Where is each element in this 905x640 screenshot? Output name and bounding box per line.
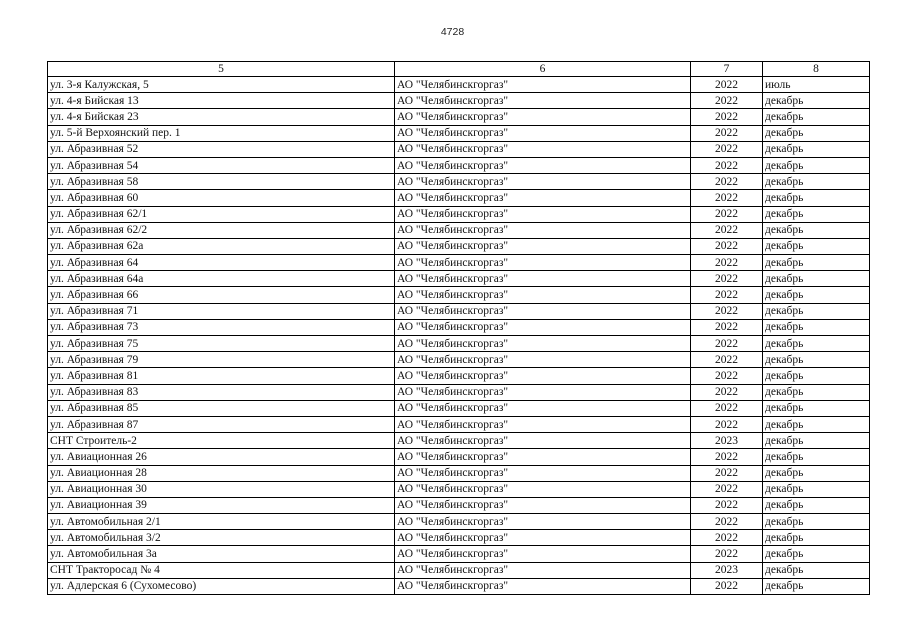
cell-month: декабрь	[763, 303, 870, 319]
table-row	[48, 141, 870, 157]
cell-year: 2022	[691, 174, 763, 190]
table-row	[48, 255, 870, 271]
cell-year: 2022	[691, 465, 763, 481]
cell-organization: АО "Челябинскгоргаз"	[395, 255, 691, 271]
cell-organization: АО "Челябинскгоргаз"	[395, 336, 691, 352]
cell-month: декабрь	[763, 336, 870, 352]
table-row	[48, 271, 870, 287]
cell-organization: АО "Челябинскгоргаз"	[395, 190, 691, 206]
cell-address: ул. Абразивная 83	[48, 384, 395, 400]
cell-organization: АО "Челябинскгоргаз"	[395, 497, 691, 513]
cell-month: декабрь	[763, 125, 870, 141]
cell-address: ул. Абразивная 54	[48, 157, 395, 173]
table-row	[48, 206, 870, 222]
cell-month: декабрь	[763, 465, 870, 481]
cell-month: декабрь	[763, 368, 870, 384]
cell-organization: АО "Челябинскгоргаз"	[395, 109, 691, 125]
cell-year: 2022	[691, 578, 763, 594]
table-body	[48, 77, 870, 595]
register-table	[47, 61, 870, 595]
cell-month: декабрь	[763, 497, 870, 513]
cell-address: ул. Абразивная 85	[48, 400, 395, 416]
cell-organization: АО "Челябинскгоргаз"	[395, 303, 691, 319]
cell-month: декабрь	[763, 416, 870, 432]
table-row	[48, 416, 870, 432]
cell-organization: АО "Челябинскгоргаз"	[395, 562, 691, 578]
cell-address: СНТ Тракторосад № 4	[48, 562, 395, 578]
table-row	[48, 352, 870, 368]
cell-organization: АО "Челябинскгоргаз"	[395, 384, 691, 400]
table-row	[48, 530, 870, 546]
cell-year: 2022	[691, 514, 763, 530]
cell-year: 2022	[691, 336, 763, 352]
table-row	[48, 125, 870, 141]
cell-year: 2022	[691, 530, 763, 546]
cell-month: декабрь	[763, 319, 870, 335]
cell-month: декабрь	[763, 222, 870, 238]
cell-organization: АО "Челябинскгоргаз"	[395, 157, 691, 173]
cell-organization: АО "Челябинскгоргаз"	[395, 93, 691, 109]
cell-year: 2022	[691, 449, 763, 465]
cell-organization: АО "Челябинскгоргаз"	[395, 271, 691, 287]
table-row	[48, 174, 870, 190]
cell-month: декабрь	[763, 174, 870, 190]
cell-organization: АО "Челябинскгоргаз"	[395, 514, 691, 530]
cell-organization: АО "Челябинскгоргаз"	[395, 352, 691, 368]
cell-address: ул. Абразивная 52	[48, 141, 395, 157]
cell-address: ул. Абразивная 71	[48, 303, 395, 319]
cell-organization: АО "Челябинскгоргаз"	[395, 465, 691, 481]
cell-year: 2022	[691, 384, 763, 400]
cell-address: ул. Абразивная 66	[48, 287, 395, 303]
cell-address: ул. Абразивная 79	[48, 352, 395, 368]
table-row	[48, 190, 870, 206]
cell-organization: АО "Челябинскгоргаз"	[395, 530, 691, 546]
cell-address: ул. 3-я Калужская, 5	[48, 77, 395, 93]
cell-organization: АО "Челябинскгоргаз"	[395, 481, 691, 497]
cell-year: 2023	[691, 562, 763, 578]
cell-year: 2023	[691, 433, 763, 449]
cell-organization: АО "Челябинскгоргаз"	[395, 222, 691, 238]
cell-month: декабрь	[763, 190, 870, 206]
cell-year: 2022	[691, 255, 763, 271]
cell-month: декабрь	[763, 206, 870, 222]
cell-organization: АО "Челябинскгоргаз"	[395, 141, 691, 157]
cell-year: 2022	[691, 368, 763, 384]
cell-address: ул. Адлерская 6 (Сухомесово)	[48, 578, 395, 594]
cell-month: декабрь	[763, 530, 870, 546]
table-row	[48, 238, 870, 254]
table-row	[48, 546, 870, 562]
cell-address: ул. Авиационная 39	[48, 497, 395, 513]
cell-month: декабрь	[763, 546, 870, 562]
cell-address: ул. Автомобильная 2/1	[48, 514, 395, 530]
cell-address: ул. Автомобильная 3а	[48, 546, 395, 562]
cell-month: декабрь	[763, 449, 870, 465]
table-row	[48, 303, 870, 319]
cell-organization: АО "Челябинскгоргаз"	[395, 77, 691, 93]
cell-organization: АО "Челябинскгоргаз"	[395, 238, 691, 254]
cell-address: ул. Абразивная 81	[48, 368, 395, 384]
cell-organization: АО "Челябинскгоргаз"	[395, 433, 691, 449]
cell-organization: АО "Челябинскгоргаз"	[395, 578, 691, 594]
table-row	[48, 433, 870, 449]
cell-address: ул. Абразивная 62/2	[48, 222, 395, 238]
cell-month: декабрь	[763, 384, 870, 400]
cell-address: ул. Абразивная 64а	[48, 271, 395, 287]
cell-address: ул. 5-й Верхоянский пер. 1	[48, 125, 395, 141]
cell-address: ул. Абразивная 87	[48, 416, 395, 432]
table-row	[48, 368, 870, 384]
cell-month: декабрь	[763, 287, 870, 303]
cell-year: 2022	[691, 125, 763, 141]
table-row	[48, 449, 870, 465]
header-row	[48, 62, 870, 77]
cell-organization: АО "Челябинскгоргаз"	[395, 368, 691, 384]
cell-month: декабрь	[763, 238, 870, 254]
cell-year: 2022	[691, 157, 763, 173]
table-row	[48, 109, 870, 125]
cell-organization: АО "Челябинскгоргаз"	[395, 287, 691, 303]
cell-organization: АО "Челябинскгоргаз"	[395, 546, 691, 562]
cell-address: ул. Абразивная 73	[48, 319, 395, 335]
cell-month: декабрь	[763, 352, 870, 368]
cell-year: 2022	[691, 497, 763, 513]
cell-address: ул. Абразивная 64	[48, 255, 395, 271]
cell-month: декабрь	[763, 255, 870, 271]
cell-year: 2022	[691, 141, 763, 157]
page-number: 4728	[440, 26, 465, 38]
cell-month: декабрь	[763, 93, 870, 109]
cell-address: ул. Абразивная 62/1	[48, 206, 395, 222]
cell-year: 2022	[691, 546, 763, 562]
cell-month: декабрь	[763, 433, 870, 449]
cell-year: 2022	[691, 416, 763, 432]
table-row	[48, 465, 870, 481]
cell-address: ул. 4-я Бийская 23	[48, 109, 395, 125]
cell-year: 2022	[691, 400, 763, 416]
cell-year: 2022	[691, 319, 763, 335]
table-row	[48, 93, 870, 109]
cell-month: декабрь	[763, 141, 870, 157]
cell-organization: АО "Челябинскгоргаз"	[395, 400, 691, 416]
table-row	[48, 400, 870, 416]
table-row	[48, 222, 870, 238]
cell-year: 2022	[691, 287, 763, 303]
cell-address: ул. Абразивная 62а	[48, 238, 395, 254]
table-row	[48, 287, 870, 303]
cell-organization: АО "Челябинскгоргаз"	[395, 416, 691, 432]
cell-organization: АО "Челябинскгоргаз"	[395, 319, 691, 335]
cell-month: декабрь	[763, 157, 870, 173]
cell-address: ул. Авиационная 30	[48, 481, 395, 497]
cell-year: 2022	[691, 222, 763, 238]
cell-month: июль	[763, 77, 870, 93]
cell-year: 2022	[691, 206, 763, 222]
cell-organization: АО "Челябинскгоргаз"	[395, 206, 691, 222]
cell-year: 2022	[691, 271, 763, 287]
table-row	[48, 77, 870, 93]
cell-year: 2022	[691, 352, 763, 368]
cell-month: декабрь	[763, 481, 870, 497]
table-row	[48, 157, 870, 173]
table-row	[48, 514, 870, 530]
table-row	[48, 336, 870, 352]
cell-organization: АО "Челябинскгоргаз"	[395, 174, 691, 190]
cell-organization: АО "Челябинскгоргаз"	[395, 449, 691, 465]
cell-month: декабрь	[763, 271, 870, 287]
column-header-address: 5	[48, 62, 395, 77]
cell-year: 2022	[691, 77, 763, 93]
table-row	[48, 319, 870, 335]
column-header-year: 7	[691, 62, 763, 77]
cell-address: ул. Абразивная 75	[48, 336, 395, 352]
cell-year: 2022	[691, 481, 763, 497]
table-row	[48, 384, 870, 400]
cell-address: ул. Авиационная 28	[48, 465, 395, 481]
cell-year: 2022	[691, 238, 763, 254]
cell-month: декабрь	[763, 514, 870, 530]
cell-organization: АО "Челябинскгоргаз"	[395, 125, 691, 141]
cell-year: 2022	[691, 190, 763, 206]
cell-address: ул. 4-я Бийская 13	[48, 93, 395, 109]
cell-month: декабрь	[763, 109, 870, 125]
cell-month: декабрь	[763, 562, 870, 578]
cell-address: СНТ Строитель-2	[48, 433, 395, 449]
cell-address: ул. Абразивная 60	[48, 190, 395, 206]
table-row	[48, 578, 870, 594]
cell-month: декабрь	[763, 578, 870, 594]
cell-address: ул. Абразивная 58	[48, 174, 395, 190]
cell-address: ул. Авиационная 26	[48, 449, 395, 465]
cell-address: ул. Автомобильная 3/2	[48, 530, 395, 546]
column-header-organization: 6	[395, 62, 691, 77]
table-row	[48, 481, 870, 497]
table-row	[48, 562, 870, 578]
table-row	[48, 497, 870, 513]
cell-year: 2022	[691, 93, 763, 109]
cell-month: декабрь	[763, 400, 870, 416]
cell-year: 2022	[691, 109, 763, 125]
column-header-month: 8	[763, 62, 870, 77]
cell-year: 2022	[691, 303, 763, 319]
